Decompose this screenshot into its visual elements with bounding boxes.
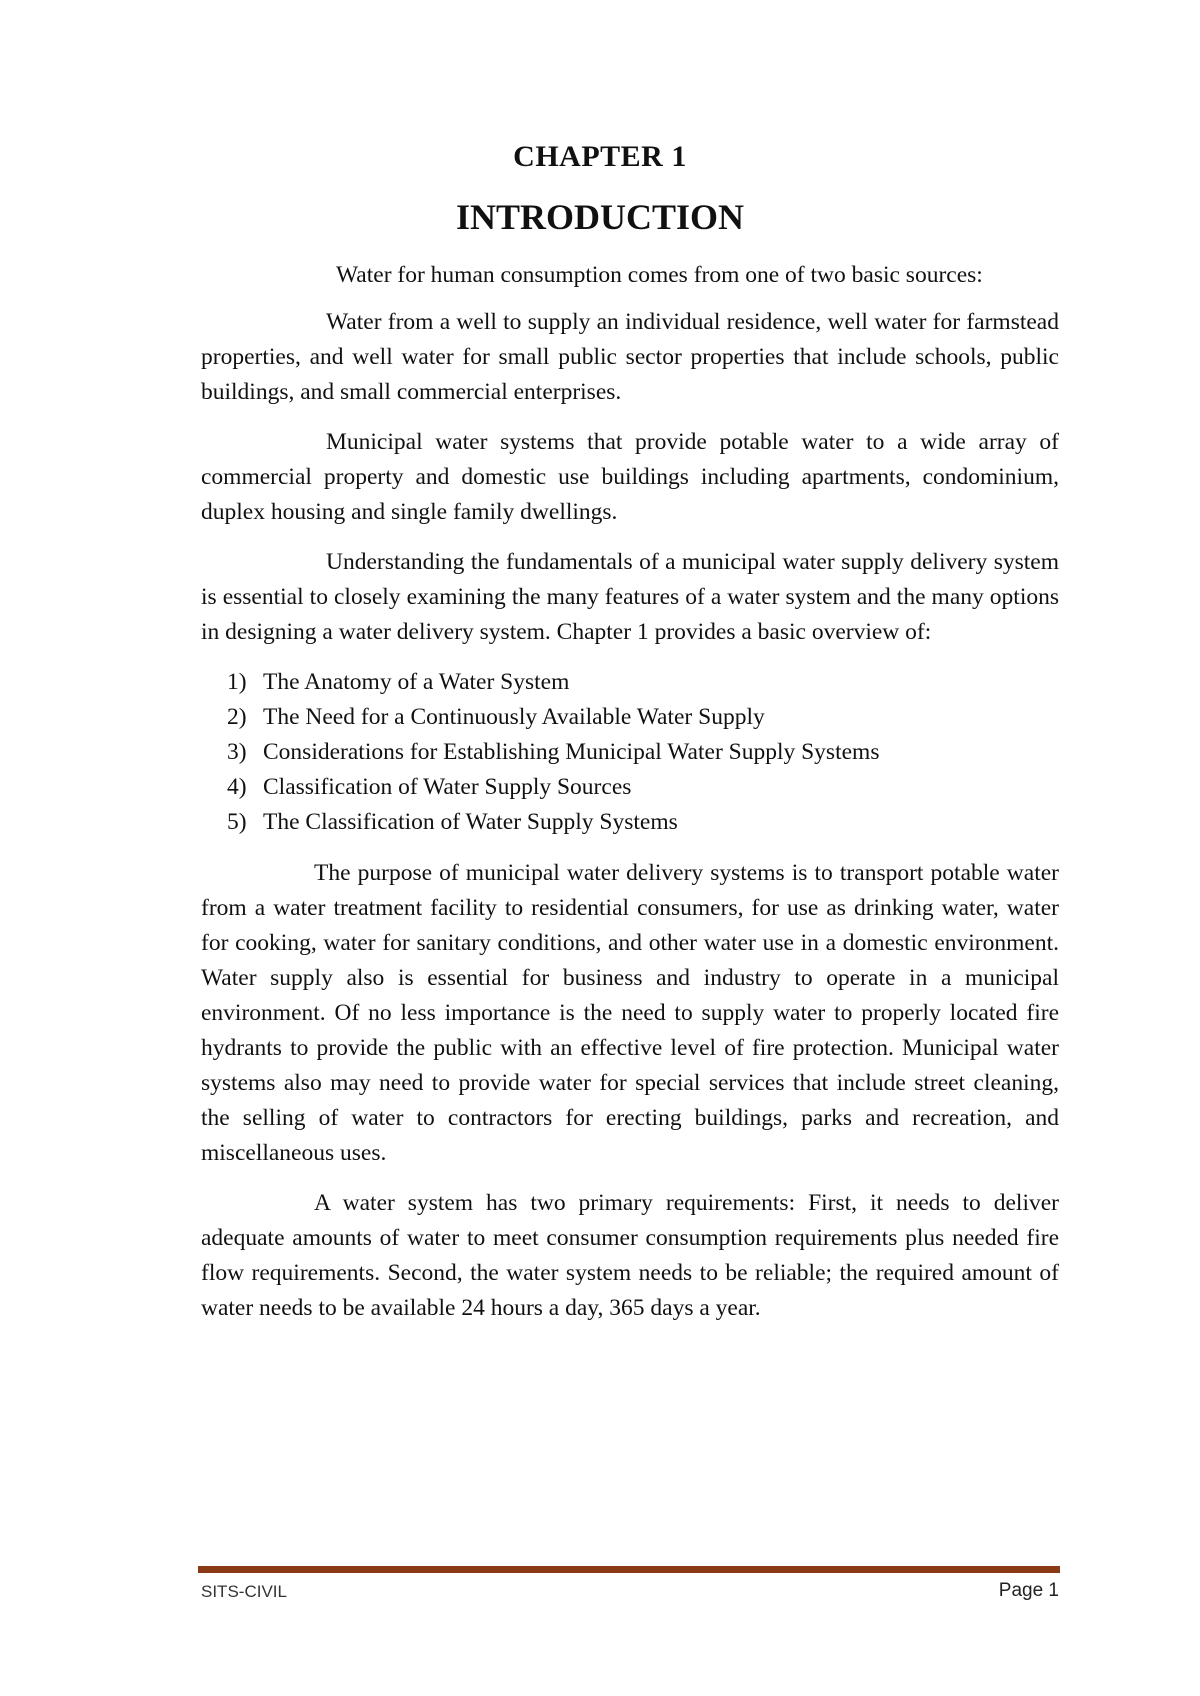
list-item-number: 4) xyxy=(227,774,247,800)
overview-list xyxy=(201,665,1059,840)
paragraph-purpose: The purpose of municipal water delivery systems is to transport potable water from a water treatment facility to residential consumers, for use as drinking water, water for cooking, water for sanitary conditions, and other water use in a domestic environment. Water supply also is essential for business and industry to operate in a municipal environment. Of no less importance is the need to supply water to properly located fire hydrants to provide the public with an effective level of fire protection. Municipal water systems also may need to provide water for special services that include street cleaning, the selling of water to contractors for erecting buildings, parks and recreation, and miscellaneous uses. xyxy=(201,860,1059,1166)
list-item xyxy=(201,665,1059,700)
list-item-number: 2) xyxy=(227,704,247,730)
list-item xyxy=(201,805,1059,840)
list-item-number: 1) xyxy=(227,669,247,695)
list-item-text: The Anatomy of a Water System xyxy=(263,669,570,695)
list-item-text: The Classification of Water Supply Systems xyxy=(263,809,678,835)
list-item-text: Classification of Water Supply Sources xyxy=(263,774,632,800)
list-item-text: The Need for a Continuously Available Water Supply xyxy=(263,704,765,730)
list-item xyxy=(201,735,1059,770)
list-item xyxy=(201,700,1059,735)
paragraph-fundamentals: Understanding the fundamentals of a municipal water supply delivery system is essential to closely examining the many features of a water system and the many options in designing a water delivery system. Chapter 1 provides a basic overview of: xyxy=(201,549,1059,645)
footer-page-number: Page 1 xyxy=(998,1580,1059,1601)
footer-department: SITS-CIVIL xyxy=(201,1582,287,1601)
body-text xyxy=(201,258,1059,1341)
list-item-number: 5) xyxy=(227,809,247,835)
paragraph-municipal-systems: Municipal water systems that provide potable water to a wide array of commercial property and domestic use buildings including apartments, condominium, duplex housing and single family dwellings. xyxy=(201,429,1059,525)
footer-rule xyxy=(198,1566,1060,1573)
chapter-number: CHAPTER 1 xyxy=(513,140,687,173)
paragraph-sources-intro: Water for human consumption comes from one of two basic sources: xyxy=(336,262,983,288)
list-item-text: Considerations for Establishing Municipal Water Supply Systems xyxy=(263,739,880,765)
chapter-title: INTRODUCTION xyxy=(455,197,745,237)
list-item xyxy=(201,770,1059,805)
paragraph-well-water: Water from a well to supply an individual residence, well water for farmstead properties, and well water for small public sector properties that include schools, public buildings, and small commercial enterprises. xyxy=(201,309,1059,405)
list-item-number: 3) xyxy=(227,739,247,765)
paragraph-requirements: A water system has two primary requirements: First, it needs to deliver adequate amounts of water to meet consumer consumption requirements plus needed fire flow requirements. Second, the water system needs to be reliable; the required amount of water needs to be available 24 hours a day, 365 days a year. xyxy=(201,1190,1059,1321)
